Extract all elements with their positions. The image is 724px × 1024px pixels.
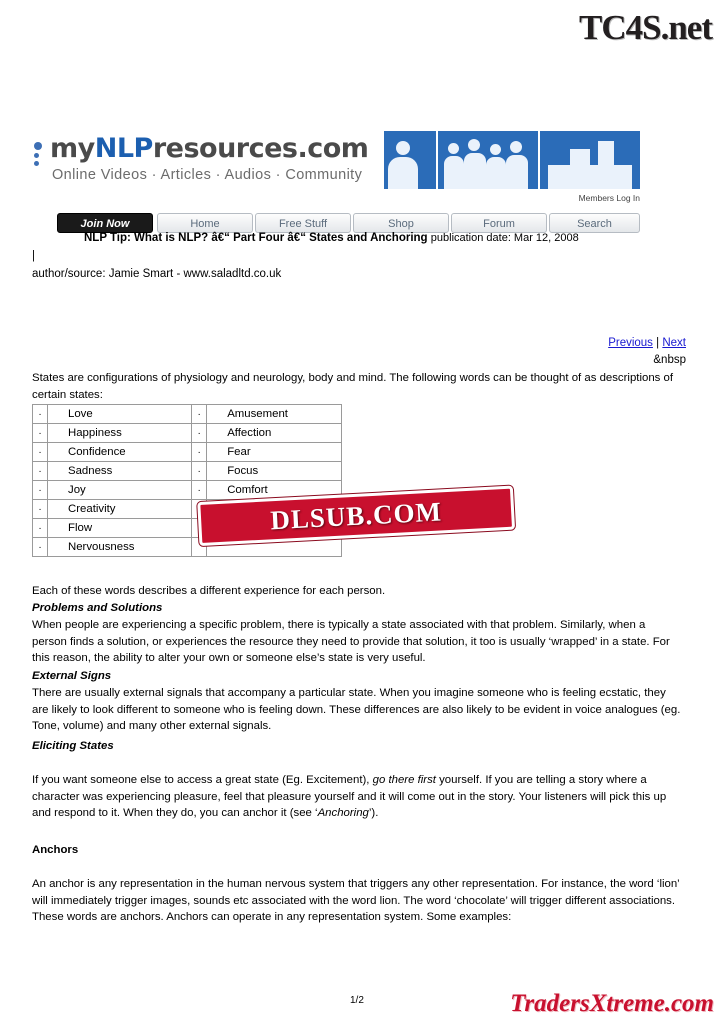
article-author: author/source: Jamie Smart - www.saladltd.co.uk: [32, 268, 282, 280]
next-link[interactable]: Next: [662, 337, 686, 349]
nav-shop[interactable]: Shop: [353, 213, 449, 233]
logo-dots-icon: [34, 142, 46, 168]
nav-forum[interactable]: Forum: [451, 213, 547, 233]
eliciting-text-2: yourself. If you are telling a story where a character was experiencing pleasure, feel that pleasure yourself and it will come out in the story. Your listeners will pick this up and respond to it. When they do, you can anchor it (see ‘: [32, 774, 667, 819]
logo-nlp: NLP: [94, 133, 153, 164]
state-word-right: Affection: [207, 424, 342, 443]
row-bullet-right: ·: [192, 424, 207, 443]
row-bullet-left: ·: [33, 519, 48, 538]
article-title: [84, 232, 684, 244]
state-word-right: Focus: [207, 462, 342, 481]
logo-tagline: Online Videos · Articles · Audios · Community: [52, 167, 363, 183]
eliciting-emphasis-2: Anchoring: [317, 807, 369, 819]
banner-image-1: [384, 131, 436, 189]
row-bullet-left: ·: [33, 500, 48, 519]
pager-separator: |: [656, 337, 660, 349]
banner-images: [384, 131, 640, 203]
state-word-right: Fear: [207, 443, 342, 462]
dlsub-watermark-text: DLSUB.COM: [269, 495, 443, 535]
row-bullet-left: ·: [33, 405, 48, 424]
row-bullet-left: ·: [33, 443, 48, 462]
state-word-left: Nervousness: [48, 538, 192, 557]
banner-image-2: [438, 131, 538, 189]
article-pipe: |: [32, 250, 35, 262]
members-login-label[interactable]: Members Log In: [578, 193, 640, 203]
tradersxtreme-watermark: TradersXtreme.com: [510, 990, 714, 1017]
state-word-left: Flow: [48, 519, 192, 538]
site-header: [32, 131, 640, 231]
state-word-left: Happiness: [48, 424, 192, 443]
eliciting-emphasis-1: go there first: [372, 774, 436, 786]
state-word-left: Sadness: [48, 462, 192, 481]
article-pubdate: publication date: Mar 12, 2008: [430, 232, 579, 244]
state-word-right: Comfort: [207, 481, 342, 500]
row-bullet-right: ·: [192, 405, 207, 424]
state-word-left: Creativity: [48, 500, 192, 519]
article-pager: [608, 337, 686, 349]
paragraph-external-signs: There are usually external signals that accompany a particular state. When you imagine someone who is feeling ecstatic, they are likely to look different to someone who is feeling down. These differences are also likely to be evident in voice analogues (eg. Tone, volume) and many other external signals.: [32, 687, 681, 732]
previous-link[interactable]: Previous: [608, 337, 653, 349]
paragraph-eliciting-states: [32, 772, 682, 822]
heading-anchors: Anchors: [32, 844, 79, 856]
nav-join-now[interactable]: Join Now: [57, 213, 153, 233]
intro-paragraph: States are configurations of physiology and neurology, body and mind. The following words can be thought of as descriptions of certain states:: [32, 372, 674, 401]
state-word-left: Joy: [48, 481, 192, 500]
site-logo[interactable]: [32, 131, 377, 199]
after-table-paragraph: Each of these words describes a different experience for each person.: [32, 585, 386, 597]
state-word-left: Love: [48, 405, 192, 424]
banner-image-3: [540, 131, 640, 189]
state-word-left: Confidence: [48, 443, 192, 462]
row-bullet-left: ·: [33, 538, 48, 557]
table-row: [33, 443, 342, 462]
table-row: [33, 462, 342, 481]
table-row: [33, 405, 342, 424]
row-bullet-left: ·: [33, 424, 48, 443]
logo-wordmark: [50, 133, 368, 164]
article-title-text: NLP Tip: What is NLP? â€“ Part Four â€“ States and Anchoring: [84, 232, 428, 244]
eliciting-text-1: If you want someone else to access a great state (Eg. Excitement),: [32, 774, 373, 786]
page-number: 1/2: [350, 995, 364, 1006]
nav-home[interactable]: Home: [157, 213, 253, 233]
paragraph-problems-and-solutions: When people are experiencing a specific problem, there is typically a state associated with that problem. Similarly, when a person finds a solution, or experiences the resource they need to provide that solution, it too is usually ‘wrapped’ in a state. For this reason, the ability to alter your own or someone else’s state is very useful.: [32, 619, 670, 664]
state-word-right: Amusement: [207, 405, 342, 424]
logo-resources: resources.com: [152, 133, 369, 164]
heading-external-signs: External Signs: [32, 670, 112, 682]
row-bullet-right: ·: [192, 443, 207, 462]
tc4s-watermark: TC4S.net: [579, 8, 712, 47]
table-row: [33, 424, 342, 443]
nbsp-artifact: &nbsp: [653, 354, 686, 366]
row-bullet-left: ·: [33, 462, 48, 481]
paragraph-anchors: An anchor is any representation in the human nervous system that triggers any other representation. For instance, the word ‘lion’ will immediately trigger images, sounds etc associated with the word lion. The word ‘chocolate’ will trigger different associations. These words are anchors. Anchors can operate in any representation system. Some examples:: [32, 878, 680, 923]
row-bullet-left: ·: [33, 481, 48, 500]
eliciting-text-3: ’).: [368, 807, 379, 819]
nav-search[interactable]: Search: [549, 213, 640, 233]
heading-eliciting-states: Eliciting States: [32, 740, 114, 752]
row-bullet-right: ·: [192, 481, 207, 500]
logo-my: my: [50, 133, 95, 164]
row-bullet-right: ·: [192, 462, 207, 481]
nav-free-stuff[interactable]: Free Stuff: [255, 213, 351, 233]
heading-problems-and-solutions: Problems and Solutions: [32, 602, 163, 614]
